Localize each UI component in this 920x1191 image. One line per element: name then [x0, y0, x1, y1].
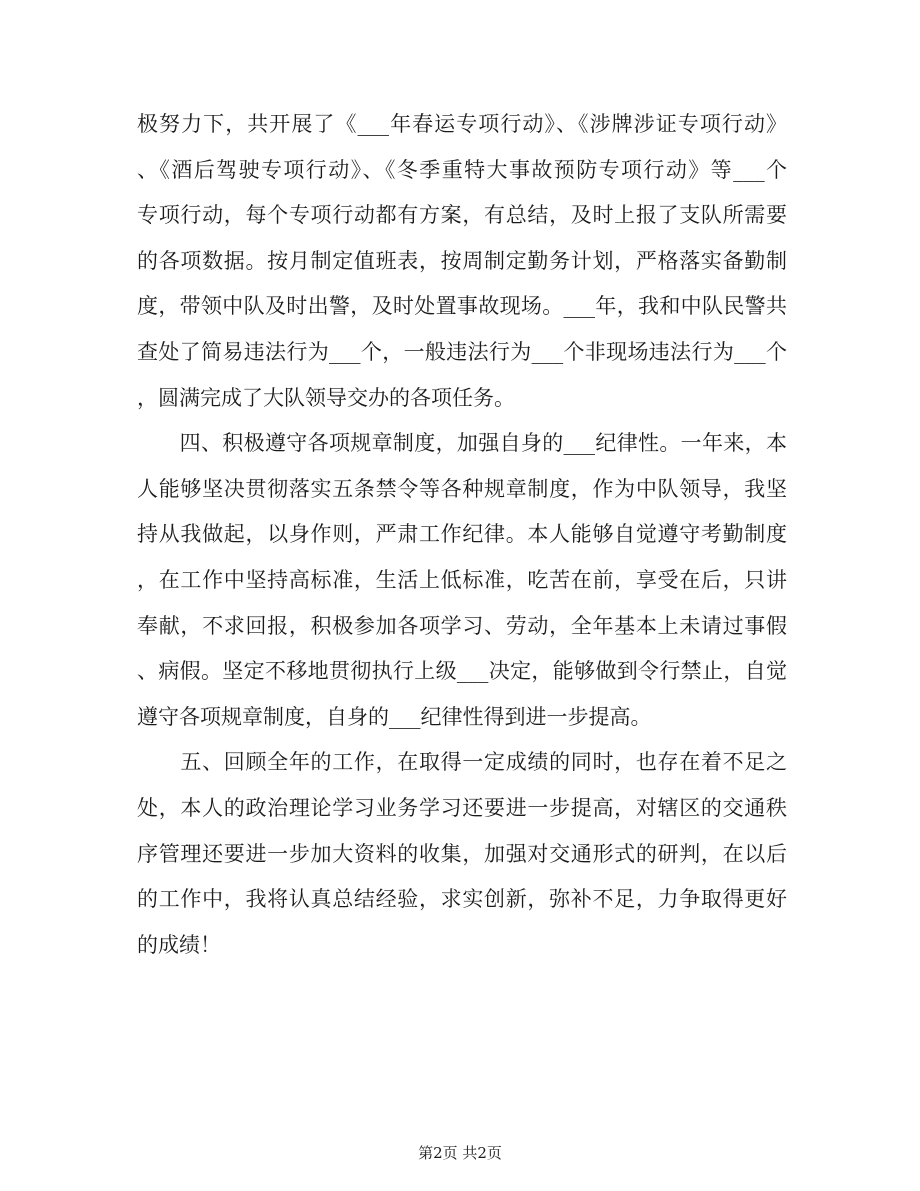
text-line: 的工作中，我将认真总结经验，求实创新，弥补不足，力争取得更好: [137, 887, 787, 912]
document-body: [137, 102, 787, 968]
text-line: 序管理还要进一步加大资料的收集，加强对交通形式的研判，在以后: [137, 841, 787, 866]
text-line: 处，本人的政治理论学习业务学习还要进一步提高，对辖区的交通秩: [137, 795, 787, 820]
text-line: ，在工作中坚持高标准，生活上低标准，吃苦在前，享受在后，只讲: [137, 567, 787, 592]
text-line: 度，带领中队及时出警，及时处置事故现场。___年，我和中队民警共: [137, 294, 787, 319]
text-line: 奉献，不求回报，积极参加各项学习、劳动，全年基本上未请过事假: [137, 613, 787, 638]
text-line: 、病假。坚定不移地贯彻执行上级___决定，能够做到令行禁止，自觉: [137, 659, 787, 684]
text-line: 遵守各项规章制度，自身的___纪律性得到进一步提高。: [137, 704, 652, 729]
text-line: ，圆满完成了大队领导交办的各项任务。: [137, 385, 515, 410]
text-line: 极努力下，共开展了《___年春运专项行动》、《涉牌涉证专项行动》: [137, 112, 787, 136]
text-line: 人能够坚决贯彻落实五条禁令等各种规章制度，作为中队领导，我坚: [137, 476, 787, 501]
text-line: 持从我做起，以身作则，严肃工作纪律。本人能够自觉遵守考勤制度: [137, 522, 787, 547]
text-line: 的各项数据。按月制定值班表，按周制定勤务计划，严格落实备勤制: [137, 248, 787, 273]
text-line: 查处了简易违法行为___个，一般违法行为___个非现场违法行为___个: [137, 339, 787, 364]
text-line: 五、回顾全年的工作，在取得一定成绩的同时，也存在着不足之: [137, 750, 787, 775]
page-number-footer: 第2页 共2页: [418, 1144, 502, 1162]
text-line: 、《酒后驾驶专项行动》、《冬季重特大事故预防专项行动》等___个: [137, 157, 787, 182]
text-line: 的成绩！: [137, 932, 221, 957]
text-line: 四、积极遵守各项规章制度，加强自身的___纪律性。一年来，本: [137, 431, 787, 456]
text-line: 专项行动，每个专项行动都有方案，有总结，及时上报了支队所需要: [137, 203, 787, 228]
